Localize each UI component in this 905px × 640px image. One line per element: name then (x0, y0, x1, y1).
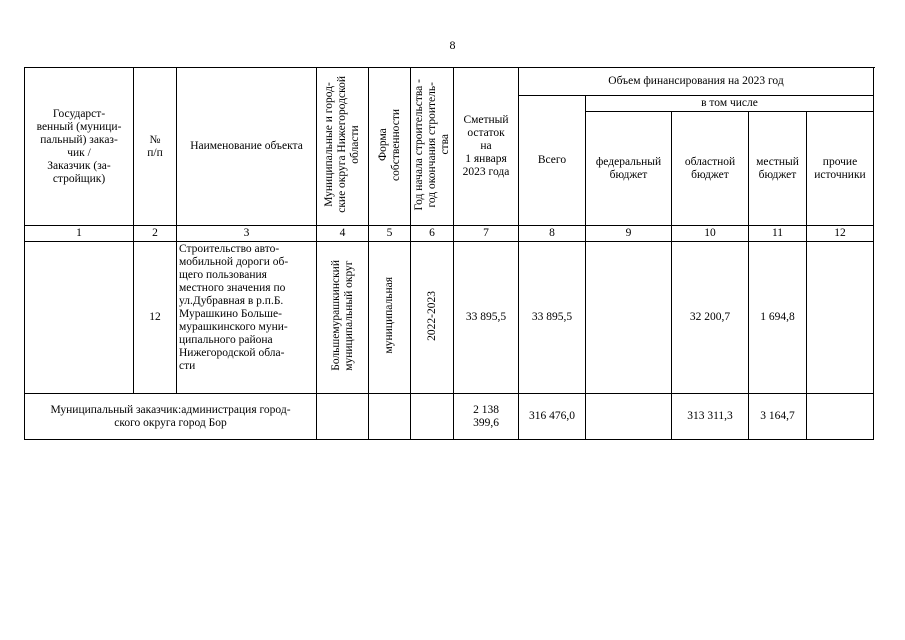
column-number: 6 (411, 226, 454, 242)
summary-regional: 313 311,3 (672, 394, 749, 440)
header-including: в том числе (586, 96, 874, 112)
row-years: 2022-2023 (411, 242, 454, 394)
header-years: Год начала строительства - год окончания строитель- ства (411, 68, 454, 226)
header-row-1 (25, 68, 874, 96)
summary-local: 3 164,7 (749, 394, 807, 440)
header-other: прочие источники (807, 112, 874, 226)
column-number: 8 (519, 226, 586, 242)
row-total: 33 895,5 (519, 242, 586, 394)
column-number: 12 (807, 226, 874, 242)
summary-total: 316 476,0 (519, 394, 586, 440)
header-local: местный бюджет (749, 112, 807, 226)
row-federal (586, 242, 672, 394)
header-remainder: Сметный остаток на 1 января 2023 года (454, 68, 519, 226)
header-regional: областной бюджет (672, 112, 749, 226)
row-ownership: муниципальная (369, 242, 411, 394)
header-customer: Государст- венный (муници- пальный) заказ- чик / Заказчик (за- стройщик) (25, 68, 134, 226)
row-local: 1 694,8 (749, 242, 807, 394)
header-total: Всего (519, 96, 586, 226)
column-number: 5 (369, 226, 411, 242)
row-municipal: Большемурашкинский муниципальный округ (317, 242, 369, 394)
summary-label: Муниципальный заказчик:администрация город- ского округа город Бор (25, 394, 317, 440)
row-regional: 32 200,7 (672, 242, 749, 394)
header-municipal: Муниципальные и город- ские округа Нижегородской области (317, 68, 369, 226)
header-ownership: Форма собственности (369, 68, 411, 226)
header-federal: федеральный бюджет (586, 112, 672, 226)
column-number: 3 (177, 226, 317, 242)
financing-table (24, 67, 874, 440)
table-row (25, 242, 874, 394)
summary-municipal (317, 394, 369, 440)
column-number: 7 (454, 226, 519, 242)
row-other (807, 242, 874, 394)
summary-years (411, 394, 454, 440)
header-num: № п/п (134, 68, 177, 226)
column-number: 10 (672, 226, 749, 242)
row-customer (25, 242, 134, 394)
column-number: 11 (749, 226, 807, 242)
column-number: 4 (317, 226, 369, 242)
row-remainder: 33 895,5 (454, 242, 519, 394)
summary-ownership (369, 394, 411, 440)
summary-row (25, 394, 874, 440)
column-number: 9 (586, 226, 672, 242)
row-num: 12 (134, 242, 177, 394)
header-financing: Объем финансирования на 2023 год (519, 68, 874, 96)
summary-other (807, 394, 874, 440)
column-number-row (25, 226, 874, 242)
header-object-name: Наименование объекта (177, 68, 317, 226)
summary-remainder: 2 138 399,6 (454, 394, 519, 440)
page-number: 8 (449, 38, 456, 52)
column-number: 1 (25, 226, 134, 242)
summary-federal (586, 394, 672, 440)
column-number: 2 (134, 226, 177, 242)
row-object-name: Строительство авто- мобильной дороги об- щего пользования местного значения по ул.Дубравная в р.п.Б. Мурашкино Больше- мурашкинского муни- ципального района Нижегородской обла- сти (177, 242, 317, 394)
